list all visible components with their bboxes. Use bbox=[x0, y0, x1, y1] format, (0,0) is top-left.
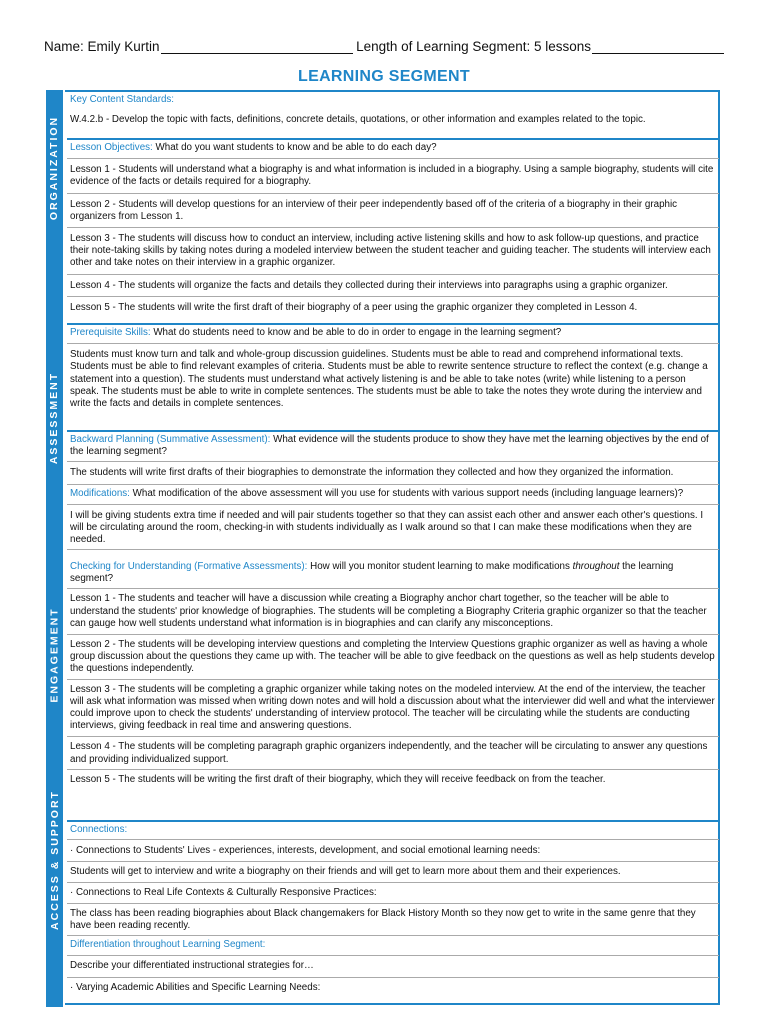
name-underline bbox=[161, 39, 353, 54]
connection-context-label: · Connections to Real Life Contexts & Culturally Responsive Practices: bbox=[67, 883, 719, 904]
connection-context-text: The class has been reading biographies about Black changemakers for Black History Month so they now get to write in the same genre that they have been reading recently. bbox=[67, 904, 719, 936]
prereq-question: What do students need to know and be able to do in order to engage in the learning segment? bbox=[150, 327, 562, 338]
connections-heading: Connections: bbox=[70, 824, 128, 835]
sidebar-engagement: ENGAGEMENT bbox=[48, 607, 61, 703]
prereq-section bbox=[67, 323, 719, 413]
check-lesson-4: Lesson 4 - The students will be completing paragraph graphic organizers independently, and the teacher will be circulating to answer any questions and providing individualized support. bbox=[67, 737, 719, 769]
connection-lives-text: Students will get to interview and write a biography on their friends and will get to learn more about them and their experiences. bbox=[67, 862, 719, 882]
check-lesson-5: Lesson 5 - The students will be writing the first draft of their biography, which they will receive feedback on from the teacher. bbox=[70, 773, 606, 785]
standards-section bbox=[67, 93, 719, 130]
objective-lesson-1: Lesson 1 - Students will understand what a biography is and what information is included in a biography. Using a sample biography, students will cite evidence of the facts or details required for a biography. bbox=[67, 159, 719, 193]
backward-question: What evidence will the students produce to show they have met the learning objectives by the end of the learning segment? bbox=[70, 434, 709, 458]
prereq-heading: Prerequisite Skills: bbox=[70, 327, 151, 338]
backward-section bbox=[67, 430, 719, 550]
objective-lesson-4: Lesson 4 - The students will organize the facts and details they collected during their interviews into paragraphs using a graphic organizer. bbox=[67, 275, 719, 297]
check-lesson-1: Lesson 1 - The students and teacher will have a discussion while creating a Biography anchor chart together, so the teacher will be able to understand the students' prior knowledge of biographies. The students will be completing a Biography Criteria graphic organizer so that the teacher can gauge how well students understand what information is in biographies and can clarify any misconceptions. bbox=[67, 589, 719, 635]
objectives-section bbox=[67, 138, 719, 316]
differentiation-describe: Describe your differentiated instructional strategies for… bbox=[67, 956, 719, 977]
header-line bbox=[44, 34, 724, 54]
objective-lesson-5: Lesson 5 - The students will write the first draft of their biography of a peer using the graphic organizer they completed in Lesson 4. bbox=[70, 301, 638, 313]
differentiation-heading: Differentiation throughout Learning Segment: bbox=[70, 939, 266, 951]
sidebar-organization: ORGANIZATION bbox=[48, 115, 61, 220]
objectives-heading: Lesson Objectives: bbox=[70, 142, 153, 153]
backward-text: The students will write first drafts of their biographies to demonstrate the information they collected and how they organized the information. bbox=[67, 462, 719, 484]
check-lesson-2: Lesson 2 - The students will be developing interview questions and completing the Interview Questions graphic organizer as well as having a whole group discussion about the questions they came up with. The teacher will be able to give feedback on the questions as well as help students develop the questions independently. bbox=[67, 635, 719, 680]
page-title: LEARNING SEGMENT bbox=[298, 68, 470, 85]
backward-heading: Backward Planning (Summative Assessment): bbox=[70, 434, 271, 445]
name-field bbox=[44, 34, 353, 54]
length-underline bbox=[592, 39, 724, 54]
standards-text: W.4.2.b - Develop the topic with facts, definitions, concrete details, quotations, or other information and examples related to the topic. bbox=[70, 114, 646, 125]
checking-section: Checking for Understanding (Formative Assessments): How will you monitor student learning to make modifications throughout the learning segment? Lesson 1 - The students and teacher will have a discussion while creating a Biography anchor chart together, so the teacher will be able to understand the students' prior knowledge of biographies. The students will be completing a Biography Criteria graphic organizer so that the teacher can gauge how well students understand what information is in biographies and can clarify any misconceptions. Lesson 2 - The students will be developing interview questions and completing the Interview Questions graphic organizer as well as having a whole group discussion about the questions they came up with. The teacher will be able to give feedback on the questions as well as help students develop the questions independently. Lesson 3 - The students will be completing a graphic organizer while taking notes on the modeled interview. At the end of the interview, the teacher will ask what information was missed when writing down notes and will hold a discussion about what the interviewer did well and what the interviewer could improve upon to check the students' understanding of interview protocol. The teacher will be circulating while the students are conducting interviews, giving feedback in real time and answering questions. Lesson 4 - The students will be completing paragraph graphic organizers independently, and the teacher will be circulating to answer any questions and providing individualized support. Lesson 5 - The students will be writing the first draft of their biography, which they will receive feedback on from the teacher. bbox=[67, 558, 719, 789]
length-label: Length of Learning Segment: 5 lessons bbox=[356, 39, 591, 54]
sidebar-access-support: ACCESS & SUPPORT bbox=[48, 790, 61, 930]
objective-lesson-3: Lesson 3 - The students will discuss how to conduct an interview, including active listening skills and how to ask follow-up questions, and practice their note-taking skills by taking notes during a modeled interview between the student teacher and guiding teacher. The students will interview each other and take notes on their interview in a graphic organizer. bbox=[67, 228, 719, 275]
name-label: Name: Emily Kurtin bbox=[44, 39, 160, 54]
length-field bbox=[356, 34, 724, 54]
modifications-heading: Modifications: bbox=[70, 487, 130, 499]
objective-lesson-2: Lesson 2 - Students will develop questions for an interview of their peer independently based off of the criteria of a biography in their graphic organizers from Lesson 1. bbox=[67, 194, 719, 228]
modifications-text: I will be giving students extra time if needed and will pair students together so that they can assist each other and answer each other's questions. I will be circulating around the room, checking-in with students individually as I walk around so that I can make these modifications when they are needed. bbox=[67, 505, 719, 551]
objectives-question: What do you want students to know and be able to do each day? bbox=[152, 142, 437, 153]
sidebar-assessment: ASSESSMENT bbox=[48, 371, 61, 464]
prereq-text: Students must know turn and talk and whole-group discussion guidelines. Students must be able to read and comprehend informational texts. Students must be able to find relevant examples of criteria. Students must be able to rewrite sentence structure to reflect the context (e.g. change a statement into a question). The students must understand what actively listening is and be able to take notes (write) while listening to a person speak. The students must be able to write in complete sentences. The students must be able to take the notes they wrote during the interview and write the facts and details in complete sentences. bbox=[70, 349, 708, 410]
standards-heading: Key Content Standards: bbox=[70, 94, 175, 105]
connections-section bbox=[67, 820, 719, 997]
connection-lives-label: · Connections to Students' Lives - experiences, interests, development, and social emotional learning needs: bbox=[67, 840, 719, 862]
differentiation-item-1: · Varying Academic Abilities and Specific Learning Needs: bbox=[70, 981, 321, 993]
checking-heading: Checking for Understanding (Formative Assessments): bbox=[70, 561, 308, 572]
check-lesson-3: Lesson 3 - The students will be completing a graphic organizer while taking notes on the modeled interview. At the end of the interview, the teacher will ask what information was missed when writing down notes and will hold a discussion about what the interviewer did well and what the interviewer could improve upon to check the students' understanding of interview protocol. The teacher will be circulating while the students are conducting interviews, giving feedback in real time and answering questions. bbox=[67, 680, 719, 738]
modifications-question: What modification of the above assessment will you use for students with various support needs (including language learners)? bbox=[129, 487, 684, 499]
